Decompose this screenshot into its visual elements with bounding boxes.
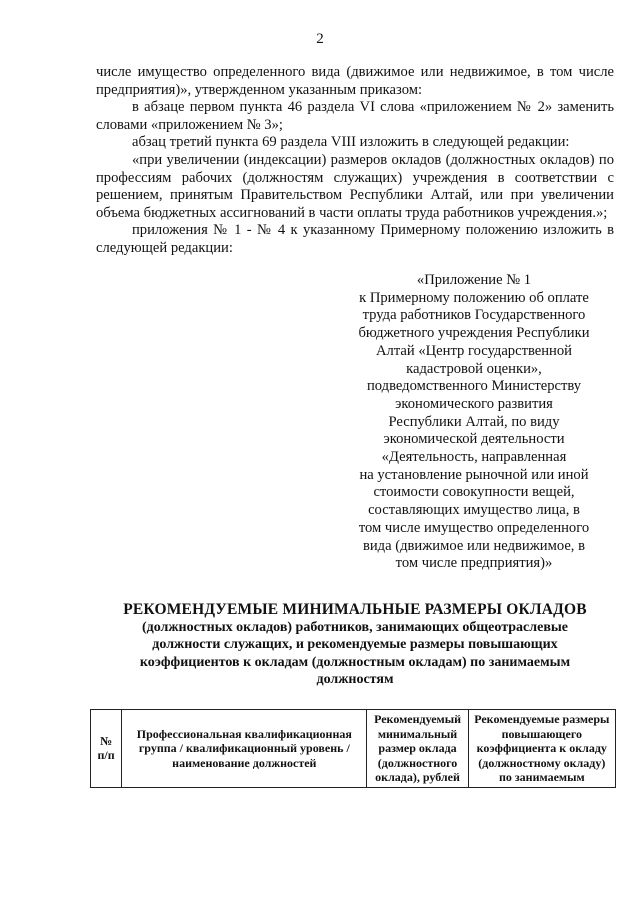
appendix-line: экономической деятельности [383, 431, 565, 448]
rates-table [90, 709, 616, 788]
column-group: Профессиональная квалификационная группа / квалификационный уровень / наименование должностей [122, 710, 367, 788]
appendix-line: кадастровой оценки», [406, 360, 542, 377]
paragraph-1: числе имущество определенного вида (движимое или недвижимое, в том числе предприятия)», утвержденном указанным приказом: [96, 64, 614, 98]
appendix-line: труда работников Государственного [362, 307, 586, 324]
section-heading [96, 601, 614, 689]
appendix-line: бюджетного учреждения Республики [358, 325, 590, 342]
heading-line: должности служащих, и рекомендуемые размеры повышающих [152, 637, 558, 653]
appendix-line: «Приложение № 1 [416, 272, 532, 288]
appendix-line: Республики Алтай, по виду [388, 413, 560, 430]
table-header-row [91, 710, 616, 788]
heading-title: РЕКОМЕНДУЕМЫЕ МИНИМАЛЬНЫЕ РАЗМЕРЫ ОКЛАДОВ [123, 601, 587, 618]
column-number: № п/п [91, 710, 122, 788]
appendix-line: вида (движимое или недвижимое, в [362, 537, 585, 554]
appendix-line: составляющих имущество лица, в [368, 502, 580, 519]
appendix-line: подведомственного Министерству [366, 378, 582, 395]
heading-line: должностям [316, 672, 394, 688]
paragraph-3: абзац третий пункта 69 раздела VIII изложить в следующей редакции: [132, 134, 570, 151]
page-number: 2 [316, 31, 324, 47]
appendix-line: Алтай «Центр государственной [376, 342, 572, 359]
paragraph-5: приложения № 1 - № 4 к указанному Примерному положению изложить в следующей редакции: [96, 222, 614, 256]
appendix-line: том числе предприятия)» [395, 555, 553, 572]
appendix-line: к Примерному положению об оплате [359, 289, 589, 306]
heading-line: коэффициентов к окладам (должностным окладам) по занимаемым [139, 654, 571, 670]
paragraph-4: «при увеличении (индексации) размеров окладов (должностных окладов) по профессиям рабочих (должностям служащих) учреждения в соответствии с решением, принятым Правительством Республики Алтай, или при увеличении объема бюджетных ассигнований в части оплаты труда работников учреждения.»; [96, 151, 614, 221]
appendix-line: том числе имущество определенного [358, 519, 590, 536]
column-min-salary: Рекомендуемый минимальный размер оклада (должностного оклада), рублей [367, 710, 468, 788]
appendix-line: экономического развития [395, 395, 553, 412]
paragraph-2: в абзаце первом пункта 46 раздела VI слова «приложением № 2» заменить словами «приложением № 3»; [96, 99, 614, 133]
appendix-reference [340, 272, 608, 573]
appendix-line: на установление рыночной или иной [359, 466, 589, 483]
heading-line: (должностных окладов) работников, занимающих общеотраслевые [141, 619, 569, 635]
appendix-line: стоимости совокупности вещей, [373, 484, 575, 501]
column-coefficient: Рекомендуемые размеры повышающего коэффициента к окладу (должностному окладу) по занимаемым [468, 710, 615, 788]
appendix-line: «Деятельность, направленная [381, 449, 567, 466]
body-text [96, 64, 614, 258]
